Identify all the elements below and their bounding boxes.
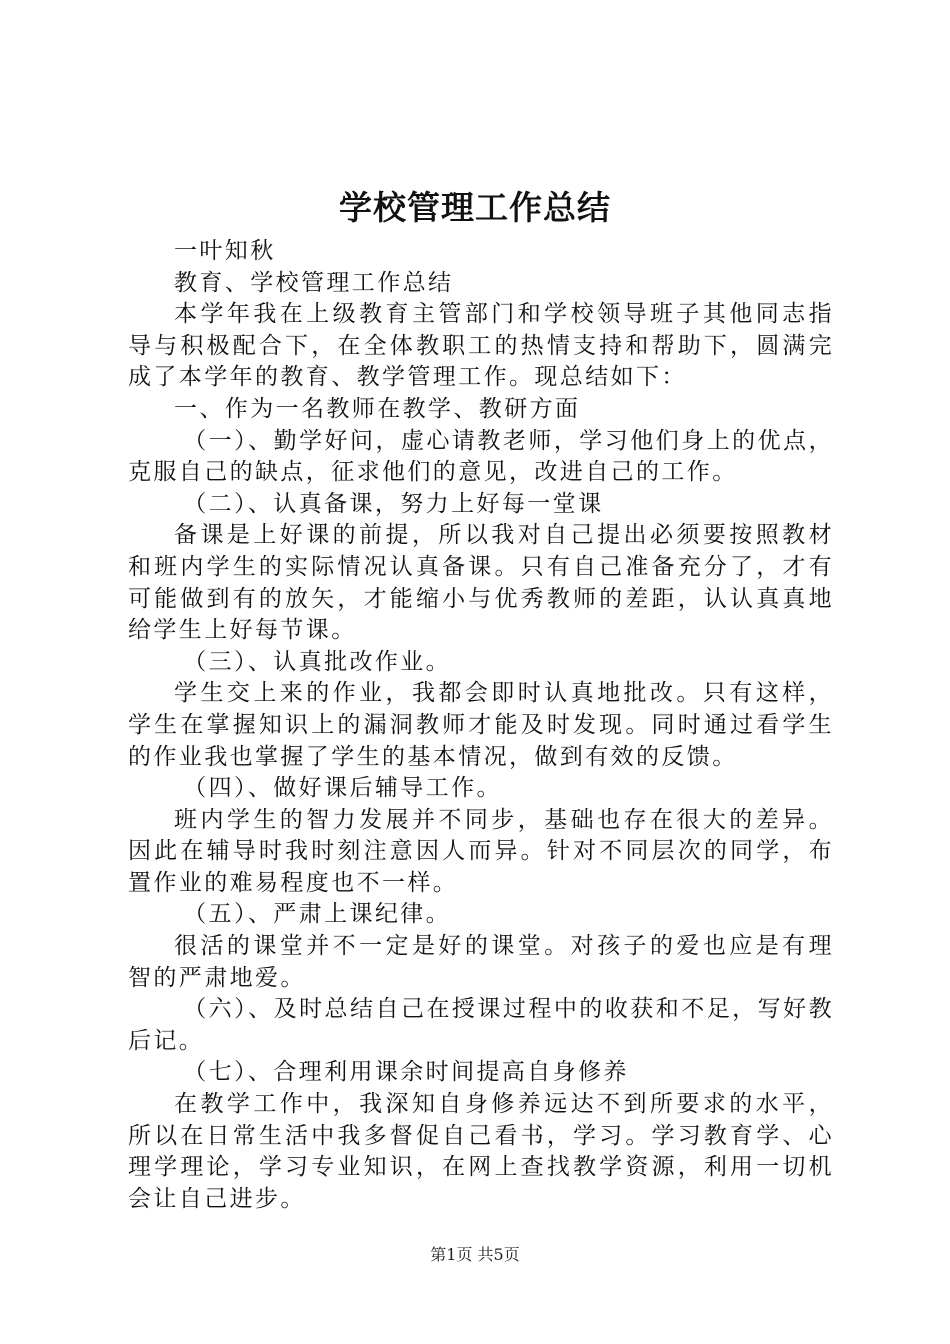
section-heading: 一、作为一名教师在教学、教研方面 <box>174 395 581 422</box>
paragraph: 班内学生的智力发展并不同步，基础也存在很大的差异。因此在辅导时我时刻注意因人而异。针对不同层次的同学，布置作业的难易程度也不一样。 <box>128 806 834 896</box>
subsection-heading: （二）、认真备课，努力上好每一堂课 <box>183 490 604 517</box>
paragraph: 备课是上好课的前提，所以我对自己提出必须要按照教材和班内学生的实际情况认真备课。只有自己准备充分了，才有可能做到有的放矢，才能缩小与优秀教师的差距，认认真真地给学生上好每节课。 <box>128 522 834 644</box>
page-footer: 第1页 共5页 <box>430 1245 520 1264</box>
paragraph: 很活的课堂并不一定是好的课堂。对孩子的爱也应是有理智的严肃地爱。 <box>128 933 834 991</box>
subsection-heading: （五）、严肃上课纪律。 <box>183 901 452 928</box>
subsection-item: （六）、及时总结自己在授课过程中的收获和不足，写好教后记。 <box>128 996 834 1054</box>
paragraph: 在教学工作中，我深知自身修养远达不到所要求的水平，所以在日常生活中我多督促自己看书，学习。学习教育学、心理学理论，学习专业知识，在网上查找教学资源，利用一切机会让自己进步。 <box>128 1091 834 1212</box>
paragraph: 一叶知秋 <box>174 238 276 264</box>
subsection-heading: （三）、认真批改作业。 <box>183 648 452 675</box>
paragraph: 教育、学校管理工作总结 <box>174 269 454 296</box>
subsection-heading: （七）、合理利用课余时间提高自身修养 <box>183 1059 629 1086</box>
paragraph: 学生交上来的作业，我都会即时认真地批改。只有这样，学生在掌握知识上的漏洞教师才能及时发现。同时通过看学生的作业我也掌握了学生的基本情况，做到有效的反馈。 <box>128 680 834 770</box>
subsection-item: （一）、勤学好问，虚心请教老师，学习他们身上的优点，克服自己的缺点，征求他们的意见，改进自己的工作。 <box>128 427 834 486</box>
document-title: 学校管理工作总结 <box>339 188 611 227</box>
paragraph: 本学年我在上级教育主管部门和学校领导班子其他同志指导与积极配合下，在全体教职工的热情支持和帮助下，圆满完成了本学年的教育、教学管理工作。现总结如下： <box>128 301 834 391</box>
subsection-heading: （四）、做好课后辅导工作。 <box>183 775 502 802</box>
document-body <box>128 236 834 1215</box>
